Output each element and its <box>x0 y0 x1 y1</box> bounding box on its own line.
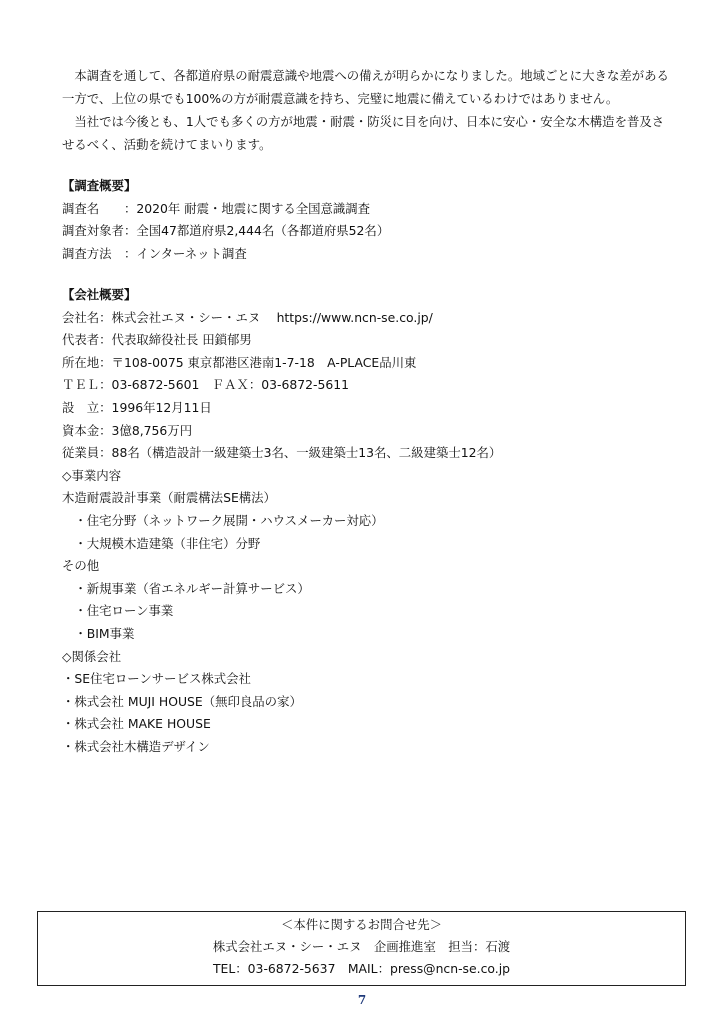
company-line: ＴＥＬ：03-6872-5601 ＦＡＸ：03-6872-5611 <box>62 377 350 393</box>
company-line: ・株式会社 MAKE HOUSE <box>62 716 211 732</box>
contact-tel-mail: TEL：03-6872-5637 MAIL：press@ncn-se.co.jp <box>212 961 510 976</box>
intro-text <box>62 64 672 156</box>
company-line: 所在地：〒108-0075 東京都港区港南1-7-18 A-PLACE品川東 <box>62 354 417 370</box>
company-line: ・株式会社木構造デザイン <box>62 738 210 754</box>
intro-paragraph-2: 当社では今後とも、1人でも多くの方が地震・耐震・防災に目を向け、日本に安心・安全な木構造を普及させるべく、活動を続けてまいります。 <box>62 114 665 152</box>
company-line: ・株式会社 MUJI HOUSE（無印良品の家） <box>62 693 302 709</box>
company-line: ◇事業内容 <box>62 467 122 483</box>
company-name-line: 会社名：株式会社エヌ・シー・エヌ https://www.ncn-se.co.jp/ <box>62 309 433 325</box>
company-line: ・BIM事業 <box>62 625 135 641</box>
page-number: 7 <box>357 993 367 1007</box>
contact-title: ＜本件に関するお問合せ先＞ <box>280 917 443 932</box>
company-line: ◇関係会社 <box>62 648 122 664</box>
company-line: 資本金：3億8,756万円 <box>62 422 193 438</box>
survey-heading: 【調査概要】 <box>62 178 137 193</box>
contact-company: 株式会社エヌ・シー・エヌ 企画推進室 担当：石渡 <box>212 939 511 954</box>
survey-line: 調査対象者：全国47都道府県2,444名（各都道府県52名） <box>62 223 390 239</box>
company-line: ・新規事業（省エネルギー計算サービス） <box>62 580 310 596</box>
company-line: ・SE住宅ローンサービス株式会社 <box>62 671 251 687</box>
company-line: ・住宅ローン事業 <box>62 603 174 619</box>
survey-overview <box>62 175 389 265</box>
company-line: 設 立：1996年12月11日 <box>62 399 212 415</box>
contact-box <box>37 911 686 986</box>
company-line: その他 <box>62 558 100 574</box>
company-line: ・住宅分野（ネットワーク展開・ハウスメーカー対応） <box>62 512 384 528</box>
survey-line: 調査方法 ：インターネット調査 <box>62 245 247 261</box>
intro-paragraph-1: 本調査を通して、各都道府県の耐震意識や地震への備えが明らかになりました。地域ごとに大きな差がある一方で、上位の県でも100%の方が耐震意識を持ち、完璧に地震に備えているわけではありません。 <box>62 68 669 106</box>
company-line: 木造耐震設計事業（耐震構法SE構法） <box>62 490 276 506</box>
survey-line: 調査名 ：2020年 耐震・地震に関する全国意識調査 <box>62 200 371 216</box>
company-line: 従業員：88名（構造設計一級建築士3名、一級建築士13名、二級建築士12名） <box>62 445 502 461</box>
company-overview <box>62 284 501 758</box>
company-heading: 【会社概要】 <box>62 287 137 302</box>
company-line: 代表者：代表取締役社長 田鎖郁男 <box>62 332 252 348</box>
company-line: ・大規模木造建築（非住宅）分野 <box>62 535 261 551</box>
